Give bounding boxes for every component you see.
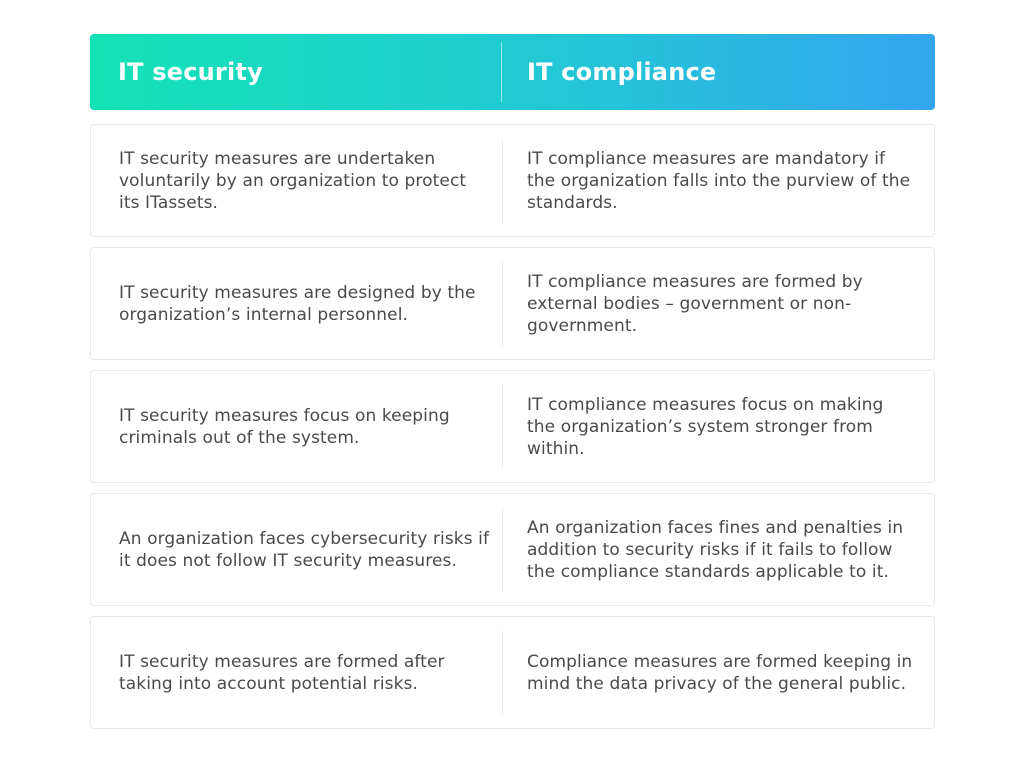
row-divider [502,508,503,592]
table-row [90,616,935,729]
compliance-cell: An organization faces fines and penalties in addition to security risks if it fails to follow the compliance standards applicable to it. [527,517,904,582]
compliance-cell: Compliance measures are formed keeping in mind the data privacy of the general public. [527,651,913,694]
table-row [90,124,935,237]
header-divider [501,42,502,102]
table-row [90,493,935,606]
table-body [90,124,935,729]
row-divider [502,385,503,469]
security-cell: IT security measures are undertaken voluntarily by an organization to protect its ITassets. [119,148,467,213]
compliance-cell: IT compliance measures are mandatory if the organization falls into the purview of the standards. [527,148,911,213]
security-cell: IT security measures are designed by the organization’s internal personnel. [119,282,476,325]
compliance-cell: IT compliance measures focus on making the organization’s system stronger from within. [527,394,884,459]
table-header [90,34,935,110]
row-divider [502,139,503,223]
header-it-compliance: IT compliance [527,58,717,86]
security-cell: An organization faces cybersecurity risks if it does not follow IT security measures. [119,528,490,571]
compliance-cell: IT compliance measures are formed by external bodies – government or non-government. [527,271,863,336]
header-it-security: IT security [118,58,263,86]
row-divider [502,631,503,715]
row-divider [502,262,503,346]
comparison-table [90,34,935,739]
security-cell: IT security measures focus on keeping criminals out of the system. [119,405,450,448]
table-row [90,247,935,360]
security-cell: IT security measures are formed after taking into account potential risks. [119,651,445,694]
table-row [90,370,935,483]
